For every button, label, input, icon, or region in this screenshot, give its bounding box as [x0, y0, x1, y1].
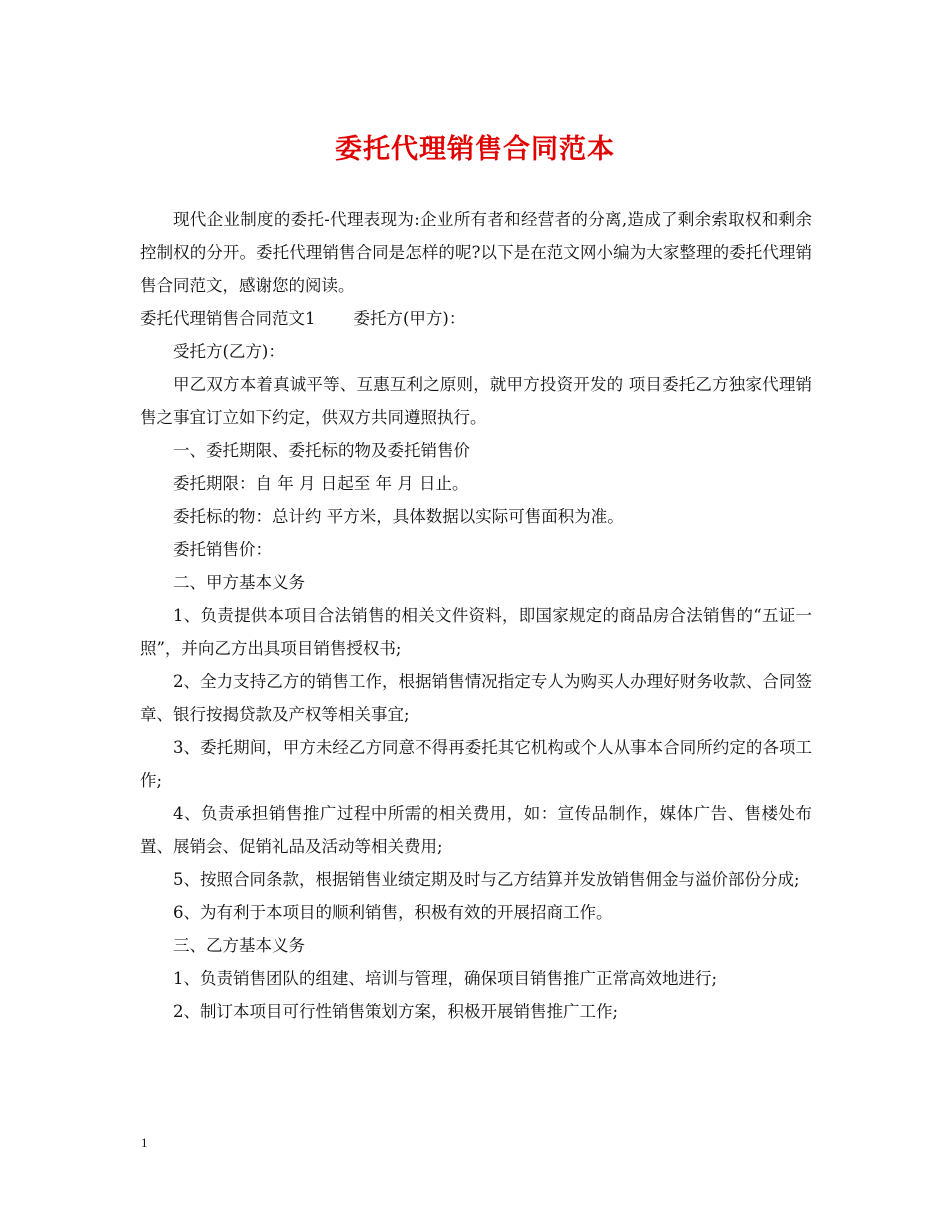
party-a-duty-6: 6、为有利于本项目的顺利销售，积极有效的开展招商工作。 — [173, 903, 613, 922]
agreement-paragraph: 甲乙双方本着真诚平等、互惠互利之原则，就甲方投资开发的 项目委托乙方独家代理销售之事宜订立如下约定，供双方共同遵照执行。 — [140, 375, 812, 427]
party-a-duty-5: 5、按照合同条款，根据销售业绩定期及时与乙方结算并发放销售佣金与溢价部份分成; — [173, 870, 800, 889]
section-heading-3: 三、乙方基本义务 — [173, 936, 305, 955]
term-clause: 委托期限：自 年 月 日起至 年 月 日止。 — [173, 474, 469, 493]
section-heading-1: 一、委托期限、委托标的物及委托销售价 — [173, 441, 470, 460]
party-a-duty-3: 3、委托期间，甲方未经乙方同意不得再委托其它机构或个人从事本合同所约定的各项工作; — [140, 738, 812, 790]
document-body — [140, 203, 812, 1028]
party-b-duty-1: 1、负责销售团队的组建、培训与管理，确保项目销售推广正常高效地进行; — [173, 969, 718, 988]
party-b-duty-2: 2、制订本项目可行性销售策划方案，积极开展销售推广工作; — [173, 1002, 619, 1021]
principal-party-label: 委托方(甲方)： — [353, 309, 466, 328]
section-heading-2: 二、甲方基本义务 — [173, 573, 305, 592]
price-clause: 委托销售价： — [173, 540, 272, 559]
party-a-duty-1: 1、负责提供本项目合法销售的相关文件资料，即国家规定的商品房合法销售的“五证一照”，并向乙方出具项目销售授权书; — [140, 606, 812, 658]
party-a-duty-4: 4、负责承担销售推广过程中所需的相关费用，如：宣传品制作，媒体广告、售楼处布置、展销会、促销礼品及活动等相关费用; — [140, 804, 812, 856]
party-a-duty-2: 2、全力支持乙方的销售工作，根据销售情况指定专人为购买人办理好财务收款、合同签章、银行按揭贷款及产权等相关事宜; — [140, 672, 812, 724]
contract-sample-title: 委托代理销售合同范文1 — [140, 309, 316, 328]
page-number: 1 — [141, 1135, 148, 1150]
subject-clause: 委托标的物：总计约 平方米，具体数据以实际可售面积为准。 — [173, 507, 624, 526]
contract-heading-line — [140, 302, 812, 335]
agent-party-label: 受托方(乙方)： — [173, 342, 285, 361]
document-title: 委托代理销售合同范本 — [335, 134, 615, 165]
intro-paragraph: 现代企业制度的委托-代理表现为:企业所有者和经营者的分离,造成了剩余索取权和剩余控制权的分开。委托代理销售合同是怎样的呢?以下是在范文网小编为大家整理的委托代理销售合同范文，感谢您的阅读。 — [140, 210, 812, 295]
